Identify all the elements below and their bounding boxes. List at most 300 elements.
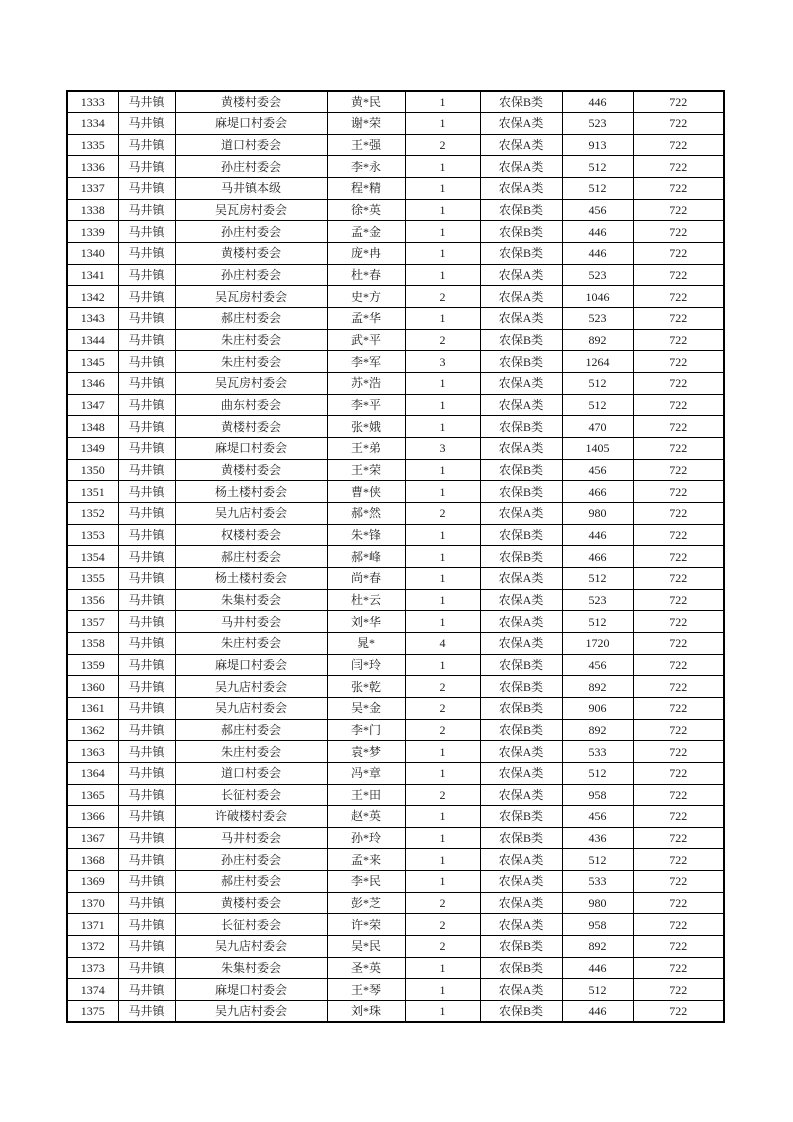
cell-insurance-type: 农保A类 [480, 849, 562, 871]
cell-amount: 512 [562, 567, 633, 589]
cell-standard: 722 [633, 264, 724, 286]
cell-person-count: 2 [405, 676, 480, 698]
cell-village-committee: 曲东村委会 [175, 394, 327, 416]
cell-insurance-type: 农保A类 [480, 979, 562, 1001]
cell-town: 马井镇 [118, 91, 175, 113]
cell-village-committee: 孙庄村委会 [175, 849, 327, 871]
cell-town: 马井镇 [118, 784, 175, 806]
cell-standard: 722 [633, 676, 724, 698]
cell-insurance-type: 农保B类 [480, 697, 562, 719]
cell-amount: 958 [562, 914, 633, 936]
cell-person-name: 谢*荣 [327, 113, 405, 135]
cell-insurance-type: 农保A类 [480, 373, 562, 395]
cell-village-committee: 孙庄村委会 [175, 221, 327, 243]
cell-village-committee: 郝庄村委会 [175, 546, 327, 568]
cell-standard: 722 [633, 611, 724, 633]
cell-person-name: 王*琴 [327, 979, 405, 1001]
cell-person-count: 1 [405, 373, 480, 395]
cell-person-count: 2 [405, 329, 480, 351]
cell-standard: 722 [633, 524, 724, 546]
cell-person-count: 1 [405, 243, 480, 265]
cell-town: 马井镇 [118, 264, 175, 286]
table-row [67, 827, 724, 849]
cell-amount: 446 [562, 957, 633, 979]
cell-person-count: 1 [405, 394, 480, 416]
cell-amount: 446 [562, 243, 633, 265]
cell-village-committee: 杨土楼村委会 [175, 481, 327, 503]
cell-village-committee: 孙庄村委会 [175, 156, 327, 178]
cell-standard: 722 [633, 914, 724, 936]
table-row [67, 697, 724, 719]
cell-town: 马井镇 [118, 308, 175, 330]
cell-person-name: 赵*英 [327, 806, 405, 828]
cell-amount: 512 [562, 611, 633, 633]
cell-serial-number: 1359 [67, 654, 118, 676]
cell-serial-number: 1362 [67, 719, 118, 741]
cell-standard: 722 [633, 1001, 724, 1023]
cell-person-name: 王*田 [327, 784, 405, 806]
cell-amount: 533 [562, 871, 633, 893]
cell-amount: 1720 [562, 632, 633, 654]
cell-village-committee: 黄楼村委会 [175, 243, 327, 265]
cell-town: 马井镇 [118, 654, 175, 676]
cell-standard: 722 [633, 438, 724, 460]
cell-amount: 436 [562, 827, 633, 849]
cell-standard: 722 [633, 91, 724, 113]
cell-serial-number: 1334 [67, 113, 118, 135]
cell-amount: 906 [562, 697, 633, 719]
cell-town: 马井镇 [118, 849, 175, 871]
cell-insurance-type: 农保A类 [480, 134, 562, 156]
cell-person-count: 3 [405, 438, 480, 460]
cell-person-name: 圣*英 [327, 957, 405, 979]
cell-serial-number: 1341 [67, 264, 118, 286]
table-row [67, 502, 724, 524]
cell-serial-number: 1373 [67, 957, 118, 979]
table-row [67, 264, 724, 286]
cell-person-count: 1 [405, 654, 480, 676]
cell-person-name: 李*永 [327, 156, 405, 178]
cell-town: 马井镇 [118, 416, 175, 438]
cell-village-committee: 朱集村委会 [175, 589, 327, 611]
cell-town: 马井镇 [118, 286, 175, 308]
cell-town: 马井镇 [118, 957, 175, 979]
cell-amount: 892 [562, 329, 633, 351]
table-row [67, 178, 724, 200]
cell-standard: 722 [633, 178, 724, 200]
cell-insurance-type: 农保B类 [480, 1001, 562, 1023]
cell-person-name: 孙*玲 [327, 827, 405, 849]
table-row [67, 134, 724, 156]
cell-amount: 456 [562, 459, 633, 481]
cell-person-count: 1 [405, 459, 480, 481]
cell-insurance-type: 农保B类 [480, 719, 562, 741]
cell-person-count: 4 [405, 632, 480, 654]
cell-insurance-type: 农保A类 [480, 611, 562, 633]
cell-insurance-type: 农保A类 [480, 741, 562, 763]
cell-town: 马井镇 [118, 719, 175, 741]
cell-serial-number: 1333 [67, 91, 118, 113]
cell-person-count: 1 [405, 567, 480, 589]
cell-village-committee: 许破楼村委会 [175, 806, 327, 828]
cell-person-count: 2 [405, 286, 480, 308]
cell-person-name: 闫*玲 [327, 654, 405, 676]
cell-town: 马井镇 [118, 697, 175, 719]
cell-standard: 722 [633, 892, 724, 914]
cell-amount: 466 [562, 546, 633, 568]
cell-village-committee: 朱庄村委会 [175, 351, 327, 373]
cell-person-count: 1 [405, 178, 480, 200]
cell-standard: 722 [633, 502, 724, 524]
cell-town: 马井镇 [118, 438, 175, 460]
table-row [67, 459, 724, 481]
cell-standard: 722 [633, 741, 724, 763]
cell-serial-number: 1363 [67, 741, 118, 763]
cell-person-name: 史*方 [327, 286, 405, 308]
cell-standard: 722 [633, 589, 724, 611]
cell-serial-number: 1370 [67, 892, 118, 914]
cell-amount: 456 [562, 806, 633, 828]
cell-town: 马井镇 [118, 762, 175, 784]
cell-standard: 722 [633, 849, 724, 871]
cell-standard: 722 [633, 481, 724, 503]
cell-insurance-type: 农保A类 [480, 632, 562, 654]
cell-person-count: 1 [405, 1001, 480, 1023]
cell-village-committee: 吴瓦房村委会 [175, 199, 327, 221]
cell-standard: 722 [633, 936, 724, 958]
cell-person-name: 王*荣 [327, 459, 405, 481]
table-row [67, 546, 724, 568]
cell-village-committee: 朱庄村委会 [175, 329, 327, 351]
table-row [67, 654, 724, 676]
table-row [67, 849, 724, 871]
cell-person-name: 郝*峰 [327, 546, 405, 568]
cell-serial-number: 1369 [67, 871, 118, 893]
cell-serial-number: 1353 [67, 524, 118, 546]
cell-amount: 892 [562, 936, 633, 958]
cell-amount: 533 [562, 741, 633, 763]
cell-person-count: 3 [405, 351, 480, 373]
cell-person-name: 李*军 [327, 351, 405, 373]
cell-town: 马井镇 [118, 113, 175, 135]
cell-insurance-type: 农保B类 [480, 546, 562, 568]
cell-standard: 722 [633, 156, 724, 178]
cell-village-committee: 朱庄村委会 [175, 741, 327, 763]
cell-person-count: 1 [405, 546, 480, 568]
cell-person-name: 吴*民 [327, 936, 405, 958]
cell-person-name: 刘*华 [327, 611, 405, 633]
cell-serial-number: 1339 [67, 221, 118, 243]
cell-insurance-type: 农保B类 [480, 416, 562, 438]
table-row [67, 719, 724, 741]
cell-serial-number: 1349 [67, 438, 118, 460]
cell-serial-number: 1374 [67, 979, 118, 1001]
cell-person-count: 1 [405, 762, 480, 784]
cell-insurance-type: 农保A类 [480, 567, 562, 589]
table-body [67, 91, 724, 1022]
cell-amount: 980 [562, 892, 633, 914]
table-row [67, 979, 724, 1001]
cell-person-count: 1 [405, 957, 480, 979]
cell-insurance-type: 农保B类 [480, 524, 562, 546]
cell-amount: 470 [562, 416, 633, 438]
table-row [67, 936, 724, 958]
cell-town: 马井镇 [118, 892, 175, 914]
cell-insurance-type: 农保B类 [480, 806, 562, 828]
cell-person-name: 刘*珠 [327, 1001, 405, 1023]
cell-town: 马井镇 [118, 481, 175, 503]
cell-village-committee: 吴九店村委会 [175, 1001, 327, 1023]
cell-village-committee: 麻堤口村委会 [175, 113, 327, 135]
cell-serial-number: 1336 [67, 156, 118, 178]
cell-town: 马井镇 [118, 329, 175, 351]
table-row [67, 113, 724, 135]
cell-standard: 722 [633, 654, 724, 676]
cell-insurance-type: 农保B类 [480, 676, 562, 698]
cell-standard: 722 [633, 329, 724, 351]
cell-amount: 523 [562, 264, 633, 286]
cell-town: 马井镇 [118, 611, 175, 633]
table-row [67, 806, 724, 828]
cell-person-count: 1 [405, 199, 480, 221]
cell-person-name: 王*强 [327, 134, 405, 156]
table-row [67, 676, 724, 698]
cell-village-committee: 黄楼村委会 [175, 91, 327, 113]
cell-insurance-type: 农保B类 [480, 199, 562, 221]
cell-standard: 722 [633, 806, 724, 828]
cell-serial-number: 1338 [67, 199, 118, 221]
cell-person-name: 孟*来 [327, 849, 405, 871]
cell-village-committee: 麻堤口村委会 [175, 979, 327, 1001]
cell-village-committee: 黄楼村委会 [175, 459, 327, 481]
cell-village-committee: 孙庄村委会 [175, 264, 327, 286]
cell-amount: 1046 [562, 286, 633, 308]
cell-amount: 456 [562, 199, 633, 221]
cell-serial-number: 1364 [67, 762, 118, 784]
cell-village-committee: 马井村委会 [175, 827, 327, 849]
cell-person-count: 2 [405, 784, 480, 806]
cell-person-count: 1 [405, 524, 480, 546]
cell-town: 马井镇 [118, 243, 175, 265]
cell-village-committee: 郝庄村委会 [175, 871, 327, 893]
cell-insurance-type: 农保A类 [480, 914, 562, 936]
cell-person-name: 程*精 [327, 178, 405, 200]
cell-insurance-type: 农保A类 [480, 762, 562, 784]
cell-amount: 523 [562, 113, 633, 135]
table-row [67, 524, 724, 546]
cell-town: 马井镇 [118, 936, 175, 958]
cell-town: 马井镇 [118, 502, 175, 524]
table-row [67, 589, 724, 611]
table-row [67, 416, 724, 438]
table-row [67, 741, 724, 763]
cell-insurance-type: 农保A类 [480, 394, 562, 416]
cell-standard: 722 [633, 113, 724, 135]
cell-standard: 722 [633, 394, 724, 416]
cell-insurance-type: 农保B类 [480, 936, 562, 958]
cell-person-count: 2 [405, 892, 480, 914]
cell-amount: 980 [562, 502, 633, 524]
cell-amount: 1405 [562, 438, 633, 460]
cell-standard: 722 [633, 632, 724, 654]
cell-serial-number: 1345 [67, 351, 118, 373]
cell-person-count: 1 [405, 481, 480, 503]
cell-person-name: 尚*春 [327, 567, 405, 589]
cell-standard: 722 [633, 697, 724, 719]
cell-amount: 512 [562, 156, 633, 178]
table-row [67, 329, 724, 351]
cell-person-name: 晁* [327, 632, 405, 654]
cell-person-count: 1 [405, 589, 480, 611]
cell-village-committee: 吴九店村委会 [175, 936, 327, 958]
cell-person-count: 1 [405, 113, 480, 135]
cell-insurance-type: 农保A类 [480, 589, 562, 611]
cell-person-count: 1 [405, 871, 480, 893]
cell-serial-number: 1352 [67, 502, 118, 524]
cell-village-committee: 吴瓦房村委会 [175, 373, 327, 395]
cell-person-name: 王*弟 [327, 438, 405, 460]
cell-standard: 722 [633, 871, 724, 893]
cell-serial-number: 1340 [67, 243, 118, 265]
cell-town: 马井镇 [118, 589, 175, 611]
cell-insurance-type: 农保A类 [480, 438, 562, 460]
cell-person-name: 李*平 [327, 394, 405, 416]
table-row [67, 892, 724, 914]
cell-town: 马井镇 [118, 178, 175, 200]
cell-insurance-type: 农保B类 [480, 243, 562, 265]
table-row [67, 373, 724, 395]
cell-town: 马井镇 [118, 156, 175, 178]
cell-village-committee: 马井镇本级 [175, 178, 327, 200]
cell-insurance-type: 农保B类 [480, 459, 562, 481]
cell-village-committee: 长征村委会 [175, 914, 327, 936]
cell-standard: 722 [633, 567, 724, 589]
table-row [67, 914, 724, 936]
cell-town: 马井镇 [118, 524, 175, 546]
cell-serial-number: 1375 [67, 1001, 118, 1023]
cell-amount: 892 [562, 676, 633, 698]
cell-person-name: 曹*侠 [327, 481, 405, 503]
cell-person-name: 孟*华 [327, 308, 405, 330]
cell-person-count: 2 [405, 697, 480, 719]
cell-serial-number: 1368 [67, 849, 118, 871]
table-row [67, 243, 724, 265]
cell-person-name: 吴*金 [327, 697, 405, 719]
cell-person-count: 2 [405, 719, 480, 741]
cell-town: 马井镇 [118, 827, 175, 849]
cell-serial-number: 1350 [67, 459, 118, 481]
cell-serial-number: 1343 [67, 308, 118, 330]
cell-serial-number: 1357 [67, 611, 118, 633]
table-row [67, 438, 724, 460]
cell-town: 马井镇 [118, 871, 175, 893]
cell-village-committee: 郝庄村委会 [175, 308, 327, 330]
cell-amount: 446 [562, 524, 633, 546]
cell-serial-number: 1347 [67, 394, 118, 416]
table-row [67, 394, 724, 416]
table-row [67, 481, 724, 503]
cell-village-committee: 道口村委会 [175, 762, 327, 784]
cell-standard: 722 [633, 221, 724, 243]
cell-standard: 722 [633, 784, 724, 806]
cell-town: 马井镇 [118, 134, 175, 156]
cell-village-committee: 麻堤口村委会 [175, 438, 327, 460]
cell-town: 马井镇 [118, 979, 175, 1001]
cell-person-name: 袁*梦 [327, 741, 405, 763]
cell-standard: 722 [633, 719, 724, 741]
cell-serial-number: 1337 [67, 178, 118, 200]
cell-insurance-type: 农保B类 [480, 351, 562, 373]
cell-standard: 722 [633, 308, 724, 330]
cell-insurance-type: 农保A类 [480, 156, 562, 178]
cell-serial-number: 1344 [67, 329, 118, 351]
cell-serial-number: 1361 [67, 697, 118, 719]
cell-serial-number: 1365 [67, 784, 118, 806]
cell-insurance-type: 农保A类 [480, 264, 562, 286]
cell-insurance-type: 农保B类 [480, 91, 562, 113]
cell-person-name: 朱*锋 [327, 524, 405, 546]
cell-village-committee: 吴瓦房村委会 [175, 286, 327, 308]
cell-serial-number: 1367 [67, 827, 118, 849]
cell-standard: 722 [633, 416, 724, 438]
cell-insurance-type: 农保A类 [480, 286, 562, 308]
cell-person-count: 1 [405, 308, 480, 330]
cell-serial-number: 1371 [67, 914, 118, 936]
cell-person-name: 张*娥 [327, 416, 405, 438]
table-row [67, 1001, 724, 1023]
cell-insurance-type: 农保B类 [480, 827, 562, 849]
cell-person-count: 1 [405, 156, 480, 178]
cell-person-count: 1 [405, 221, 480, 243]
cell-village-committee: 黄楼村委会 [175, 892, 327, 914]
table-row [67, 871, 724, 893]
cell-person-count: 1 [405, 979, 480, 1001]
table-row [67, 91, 724, 113]
cell-serial-number: 1354 [67, 546, 118, 568]
cell-person-name: 郝*然 [327, 502, 405, 524]
cell-person-name: 徐*英 [327, 199, 405, 221]
cell-amount: 523 [562, 308, 633, 330]
table-row [67, 221, 724, 243]
cell-village-committee: 朱庄村委会 [175, 632, 327, 654]
cell-person-count: 1 [405, 91, 480, 113]
cell-insurance-type: 农保B类 [480, 654, 562, 676]
cell-insurance-type: 农保A类 [480, 308, 562, 330]
table-row [67, 567, 724, 589]
cell-standard: 722 [633, 546, 724, 568]
insurance-roster-table [66, 90, 725, 1023]
table-row [67, 784, 724, 806]
cell-standard: 722 [633, 762, 724, 784]
cell-person-count: 2 [405, 134, 480, 156]
cell-standard: 722 [633, 351, 724, 373]
cell-serial-number: 1358 [67, 632, 118, 654]
cell-person-name: 杜*春 [327, 264, 405, 286]
cell-serial-number: 1335 [67, 134, 118, 156]
cell-person-count: 2 [405, 914, 480, 936]
cell-village-committee: 黄楼村委会 [175, 416, 327, 438]
cell-town: 马井镇 [118, 351, 175, 373]
cell-serial-number: 1360 [67, 676, 118, 698]
table-row [67, 762, 724, 784]
cell-person-count: 1 [405, 849, 480, 871]
cell-village-committee: 权楼村委会 [175, 524, 327, 546]
cell-village-committee: 吴九店村委会 [175, 697, 327, 719]
table-row [67, 156, 724, 178]
cell-person-count: 1 [405, 741, 480, 763]
cell-insurance-type: 农保A类 [480, 113, 562, 135]
table-row [67, 308, 724, 330]
